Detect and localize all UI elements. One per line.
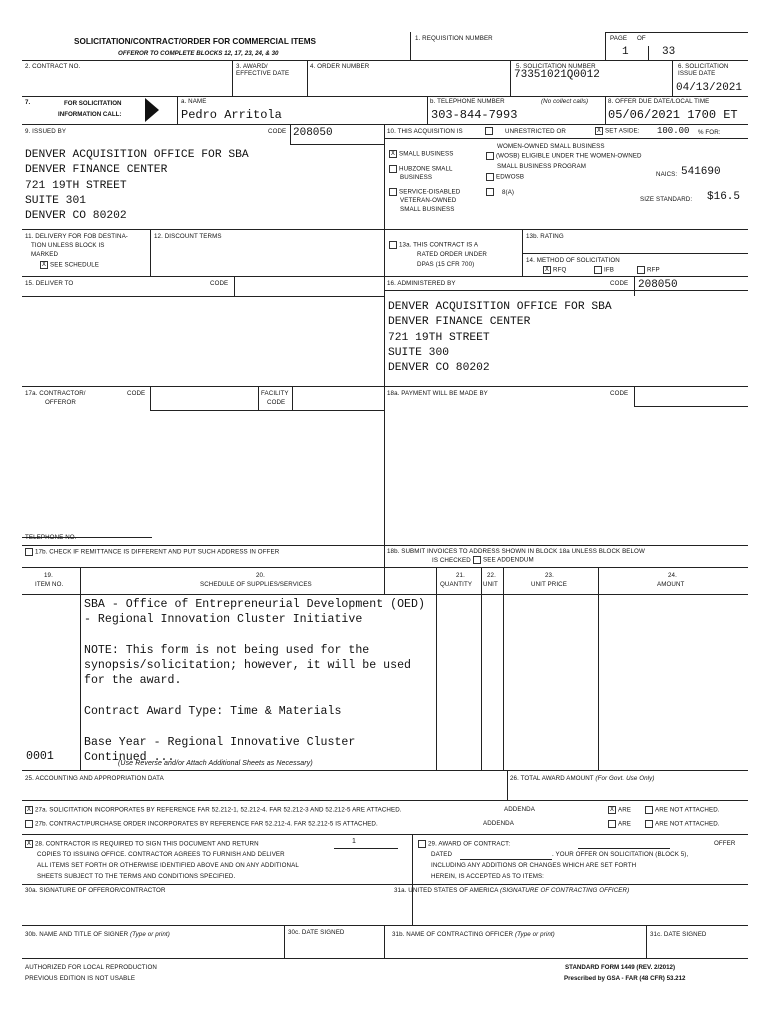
edwosb-checkbox[interactable] [486, 173, 494, 181]
rated-order-option[interactable]: 13a. THIS CONTRACT IS A [389, 241, 478, 249]
page-count: 33 [662, 46, 676, 58]
block-29[interactable]: 29. AWARD OF CONTRACT: [418, 840, 510, 848]
are-option-a[interactable]: X ARE [609, 806, 632, 814]
delivery-fob-label-c: MARKED [31, 251, 59, 258]
size-standard-value: $16.5 [707, 191, 741, 203]
signer-name-label: 30b. NAME AND TITLE OF SIGNER (Type or print) [25, 931, 170, 938]
unrestricted-option[interactable]: UNRESTRICTED OR [485, 127, 566, 135]
issue-date-label: 6. SOLICITATION ISSUE DATE [678, 63, 729, 78]
rating-label: 13b. RATING [526, 233, 564, 240]
form-title: SOLICITATION/CONTRACT/ORDER FOR COMMERCIAL ITEMS [74, 37, 316, 46]
no-collect-note: (No collect calls) [541, 98, 589, 105]
description-line: Base Year - Regional Innovative Cluster [84, 735, 356, 749]
contract-no-label: 2. CONTRACT NO. [25, 63, 81, 70]
are-not-option-a[interactable]: ARE NOT ATTACHED. [645, 806, 720, 814]
address-line: DENVER FINANCE CENTER [388, 316, 531, 329]
size-standard-label: SIZE STANDARD: [640, 196, 693, 203]
block-28-line2: COPIES TO ISSUING OFFICE. CONTRACTOR AGREES TO FURNISH AND DELIVER [37, 851, 285, 858]
see-schedule-option[interactable]: X SEE SCHEDULE [41, 261, 99, 269]
schedule-description [84, 597, 425, 765]
block-28-checkbox[interactable]: X [26, 840, 32, 847]
block-27b[interactable]: 27b. CONTRACT/PURCHASE ORDER INCORPORATES BY REFERENCE FAR 52.212-4. FAR 52.212-5 IS ATTACHED. [25, 820, 378, 828]
description-line [84, 628, 425, 643]
signature-offeror-label: 30a. SIGNATURE OF OFFEROR/CONTRACTOR [25, 887, 166, 894]
contractor-code-label: CODE [127, 390, 146, 397]
description-line: Contract Award Type: Time & Materials [84, 705, 342, 719]
delivery-fob-label-b: TION UNLESS BLOCK IS [31, 242, 105, 249]
footer-reproduction: AUTHORIZED FOR LOCAL REPRODUCTION [25, 964, 157, 971]
see-schedule-checkbox[interactable]: X [41, 261, 47, 268]
footer-form-number: STANDARD FORM 1449 (REV. 2/2012) [565, 964, 676, 971]
percent-for-label: % FOR: [698, 129, 721, 136]
address-line: SUITE 301 [25, 194, 87, 207]
address-line: 721 19TH STREET [25, 179, 127, 192]
total-award-label: 26. TOTAL AWARD AMOUNT (For Govt. Use Only) [510, 775, 655, 782]
col-unit-num: 22. [487, 572, 496, 579]
telephone-number: 303-844-7993 [431, 108, 518, 122]
rated-order-checkbox[interactable] [389, 241, 397, 249]
dated-label: DATED [431, 851, 453, 858]
of-label: OF [637, 35, 646, 42]
schedule-footnote: (Use Reverse and/or Attach Additional Sheets as Necessary) [118, 760, 313, 767]
description-line: Continued ... [84, 750, 175, 764]
naics-code: 541690 [681, 166, 721, 178]
signer-date-label: 30c. DATE SIGNED [288, 929, 345, 936]
remit-checkbox[interactable] [25, 548, 33, 556]
issue-date: 04/13/2021 [676, 82, 743, 94]
payment-by-label: 18a. PAYMENT WILL BE MADE BY [387, 390, 488, 397]
block-29-line4: HEREIN, IS ACCEPTED AS TO ITEMS: [431, 873, 544, 880]
col-item-no: ITEM NO. [35, 581, 64, 588]
eight-a-option[interactable]: 8(A) [486, 188, 514, 196]
col-quantity-num: 21. [456, 572, 465, 579]
page-number: 1 [622, 46, 629, 58]
address-line: SUITE 300 [388, 346, 450, 359]
col-unit-price-num: 23. [545, 572, 554, 579]
address-line: DENVER ACQUISITION OFFICE FOR SBA [25, 149, 249, 161]
payment-code-label: CODE [610, 390, 629, 397]
description-line: for the award. [84, 674, 182, 688]
requisition-number-label: 1. REQUISITION NUMBER [415, 35, 493, 42]
submit-invoices-label: 18b. SUBMIT INVOICES TO ADDRESS SHOWN IN BLOCK 18a UNLESS BLOCK BELOW [387, 548, 645, 555]
acquisition-label: 10. THIS ACQUISITION IS [387, 128, 463, 135]
sdvosb-option[interactable]: SERVICE-DISABLED [389, 188, 460, 196]
rfp-option[interactable]: RFP [637, 266, 660, 274]
col-amount: AMOUNT [657, 581, 685, 588]
issued-by-code: 208050 [293, 127, 333, 139]
block-29-line3: INCLUDING ANY ADDITIONS OR CHANGES WHICH ARE SET FORTH [431, 862, 637, 869]
rated-order-label-b: RATED ORDER UNDER [417, 251, 487, 258]
right-arrow-icon [145, 98, 159, 122]
block7-label-a: FOR SOLICITATION [64, 100, 122, 107]
description-line: SBA - Office of Entrepreneurial Development (OED) [84, 598, 425, 611]
deliver-to-label: 15. DELIVER TO [25, 280, 74, 287]
discount-terms-label: 12. DISCOUNT TERMS [154, 233, 222, 240]
solicitation-number-label: 5. SOLICITATION NUMBER [516, 63, 596, 70]
address-line: DENVER FINANCE CENTER [25, 164, 168, 177]
telephone-label: b. TELEPHONE NUMBER [430, 98, 505, 105]
deliver-to-code-label: CODE [210, 280, 229, 287]
set-aside-percent: 100.00 [657, 126, 690, 136]
are-not-option-b[interactable]: ARE NOT ATTACHED. [645, 820, 720, 828]
item-number: 0001 [26, 750, 54, 763]
description-line [84, 719, 425, 734]
set-aside-option[interactable]: X SET ASIDE: [596, 127, 640, 135]
sdvosb-label-b: VETERAN-OWNED [400, 197, 457, 204]
rfq-checkbox[interactable]: X [544, 266, 550, 273]
offer-due-date: 05/06/2021 1700 ET [608, 108, 738, 122]
hubzone-option[interactable]: HUBZONE SMALL [389, 165, 453, 173]
delivery-fob-label: 11. DELIVERY FOR FOB DESTINA- [25, 233, 128, 240]
usa-label: 31a. UNITED STATES OF AMERICA (SIGNATURE OF CONTRACTING OFFICER) [394, 887, 630, 894]
col-schedule: SCHEDULE OF SUPPLIES/SERVICES [200, 581, 312, 588]
address-line: DENVER ACQUISITION OFFICE FOR SBA [388, 301, 612, 313]
ifb-option[interactable]: IFB [594, 266, 614, 274]
contractor-label: 17a. CONTRACTOR/ [25, 390, 86, 397]
solicitation-number: 73351021Q0012 [514, 69, 600, 81]
hubzone-checkbox[interactable] [389, 165, 397, 173]
col-amount-num: 24. [668, 572, 677, 579]
are-checkbox-b[interactable] [608, 820, 616, 828]
set-aside-checkbox[interactable]: X [596, 127, 602, 134]
rfp-checkbox[interactable] [637, 266, 645, 274]
are-option-b[interactable]: ARE [608, 820, 631, 828]
description-line: synopsis/solicitation; however, it will be used [84, 659, 411, 673]
is-checked-label: IS CHECKED [432, 557, 471, 564]
col-schedule-num: 20. [256, 572, 265, 579]
offer-underline [578, 848, 670, 849]
are-checkbox-a[interactable]: X [609, 806, 615, 813]
address-line: DENVER CO 80202 [25, 210, 127, 223]
wosb-option[interactable]: (WOSB) ELIGIBLE UNDER THE WOMEN-OWNED [486, 152, 642, 160]
offer-due-label: 8. OFFER DUE DATE/LOCAL TIME [608, 98, 710, 105]
issued-by-label: 9. ISSUED BY [25, 128, 67, 135]
copies-count: 1 [352, 838, 356, 845]
sdvosb-checkbox[interactable] [389, 188, 397, 196]
administered-by-label: 16. ADMINISTERED BY [387, 280, 456, 287]
edwosb-option[interactable]: EDWOSB [486, 173, 524, 181]
description-line: NOTE: This form is not being used for the [84, 643, 370, 657]
copies-underline [334, 848, 398, 849]
dated-underline [460, 859, 552, 860]
description-line [84, 689, 425, 704]
naics-label: NAICS: [656, 171, 678, 178]
accounting-label: 25. ACCOUNTING AND APPROPRIATION DATA [25, 775, 164, 782]
unrestricted-checkbox[interactable] [485, 127, 493, 135]
wosb-checkbox[interactable] [486, 152, 494, 160]
addenda-label-a: ADDENDA [504, 806, 535, 813]
telephone-no-label: TELEPHONE NO. [25, 534, 77, 541]
addenda-label-b: ADDENDA [483, 820, 514, 827]
block-28[interactable]: X 28. CONTRACTOR IS REQUIRED TO SIGN THIS DOCUMENT AND RETURN [26, 840, 259, 848]
ifb-checkbox[interactable] [594, 266, 602, 274]
see-addendum-checkbox[interactable] [473, 556, 481, 564]
remit-option[interactable]: 17b. CHECK IF REMITTANCE IS DIFFERENT AND PUT SUCH ADDRESS IN OFFER [25, 548, 279, 556]
block7-number: 7. [25, 99, 31, 106]
administered-by-address [388, 300, 612, 376]
rated-order-label-c: DPAS (15 CFR 700) [417, 261, 475, 268]
col-unit-price: UNIT PRICE [531, 581, 567, 588]
block7-label-b: INFORMATION CALL: [58, 111, 122, 118]
method-label: 14. METHOD OF SOLICITATION [526, 257, 620, 264]
block-27a-checkbox[interactable]: X [26, 806, 32, 813]
administered-by-code-label: CODE [610, 280, 629, 287]
col-quantity: QUANTITY [440, 581, 473, 588]
address-line: 721 19TH STREET [388, 331, 490, 344]
order-number-label: 4. ORDER NUMBER [310, 63, 370, 70]
col-unit: UNIT [483, 581, 498, 588]
small-business-checkbox[interactable]: X [390, 150, 396, 157]
block-29-line2: . YOUR OFFER ON SOLICITATION (BLOCK 5), [552, 851, 689, 858]
award-date-label: 3. AWARD/ EFFECTIVE DATE [236, 63, 290, 78]
block-29-checkbox[interactable] [418, 840, 426, 848]
sdvosb-label-c: SMALL BUSINESS [400, 206, 455, 213]
facility-code-label: FACILITY [261, 390, 289, 397]
facility-code-label-b: CODE [267, 399, 286, 406]
small-business-option[interactable]: X SMALL BUSINESS [390, 150, 454, 158]
are-not-checkbox-a[interactable] [645, 806, 653, 814]
rfq-option[interactable]: X RFQ [544, 266, 567, 274]
block-27a[interactable]: X 27a. SOLICITATION INCORPORATES BY REFERENCE FAR 52.212-1, 52.212-4. FAR 52.212-3 AND 52.212-5 ARE ATTACHED. [26, 806, 402, 814]
description-line: - Regional Innovation Cluster Initiative [84, 613, 363, 627]
administered-by-code: 208050 [638, 279, 678, 291]
wosb-label-a: WOMEN-OWNED SMALL BUSINESS [497, 143, 605, 150]
eight-a-checkbox[interactable] [486, 188, 494, 196]
co-name-label: 31b. NAME OF CONTRACTING OFFICER (Type or print) [392, 931, 555, 938]
footer-previous-edition: PREVIOUS EDITION IS NOT USABLE [25, 975, 136, 982]
block-27b-checkbox[interactable] [25, 820, 33, 828]
col-item-no-num: 19. [44, 572, 53, 579]
address-line: DENVER CO 80202 [388, 362, 490, 375]
footer-prescribed: Prescribed by GSA - FAR (48 CFR) 53.212 [564, 975, 686, 982]
wosb-label-c: SMALL BUSINESS PROGRAM [497, 163, 586, 170]
issued-by-address [25, 148, 249, 224]
hubzone-label-b: BUSINESS [400, 174, 433, 181]
issued-by-code-label: CODE [268, 128, 287, 135]
co-date-label: 31c. DATE SIGNED [650, 931, 707, 938]
block-28-line4: SHEETS SUBJECT TO THE TERMS AND CONDITIONS SPECIFIED. [37, 873, 236, 880]
contractor-label-b: OFFEROR [45, 399, 76, 406]
see-addendum-option[interactable]: SEE ADDENDUM [473, 556, 534, 564]
page-label: PAGE [610, 35, 628, 42]
are-not-checkbox-b[interactable] [645, 820, 653, 828]
contact-name-label: a. NAME [181, 98, 207, 105]
offer-label: OFFER [714, 840, 736, 847]
block-28-line3: ALL ITEMS SET FORTH OR OTHERWISE IDENTIFIED ABOVE AND ON ANY ADDITIONAL [37, 862, 299, 869]
form-subtitle: OFFEROR TO COMPLETE BLOCKS 12, 17, 23, 24, & 30 [118, 50, 279, 57]
contact-name: Pedro Arritola [181, 108, 282, 122]
